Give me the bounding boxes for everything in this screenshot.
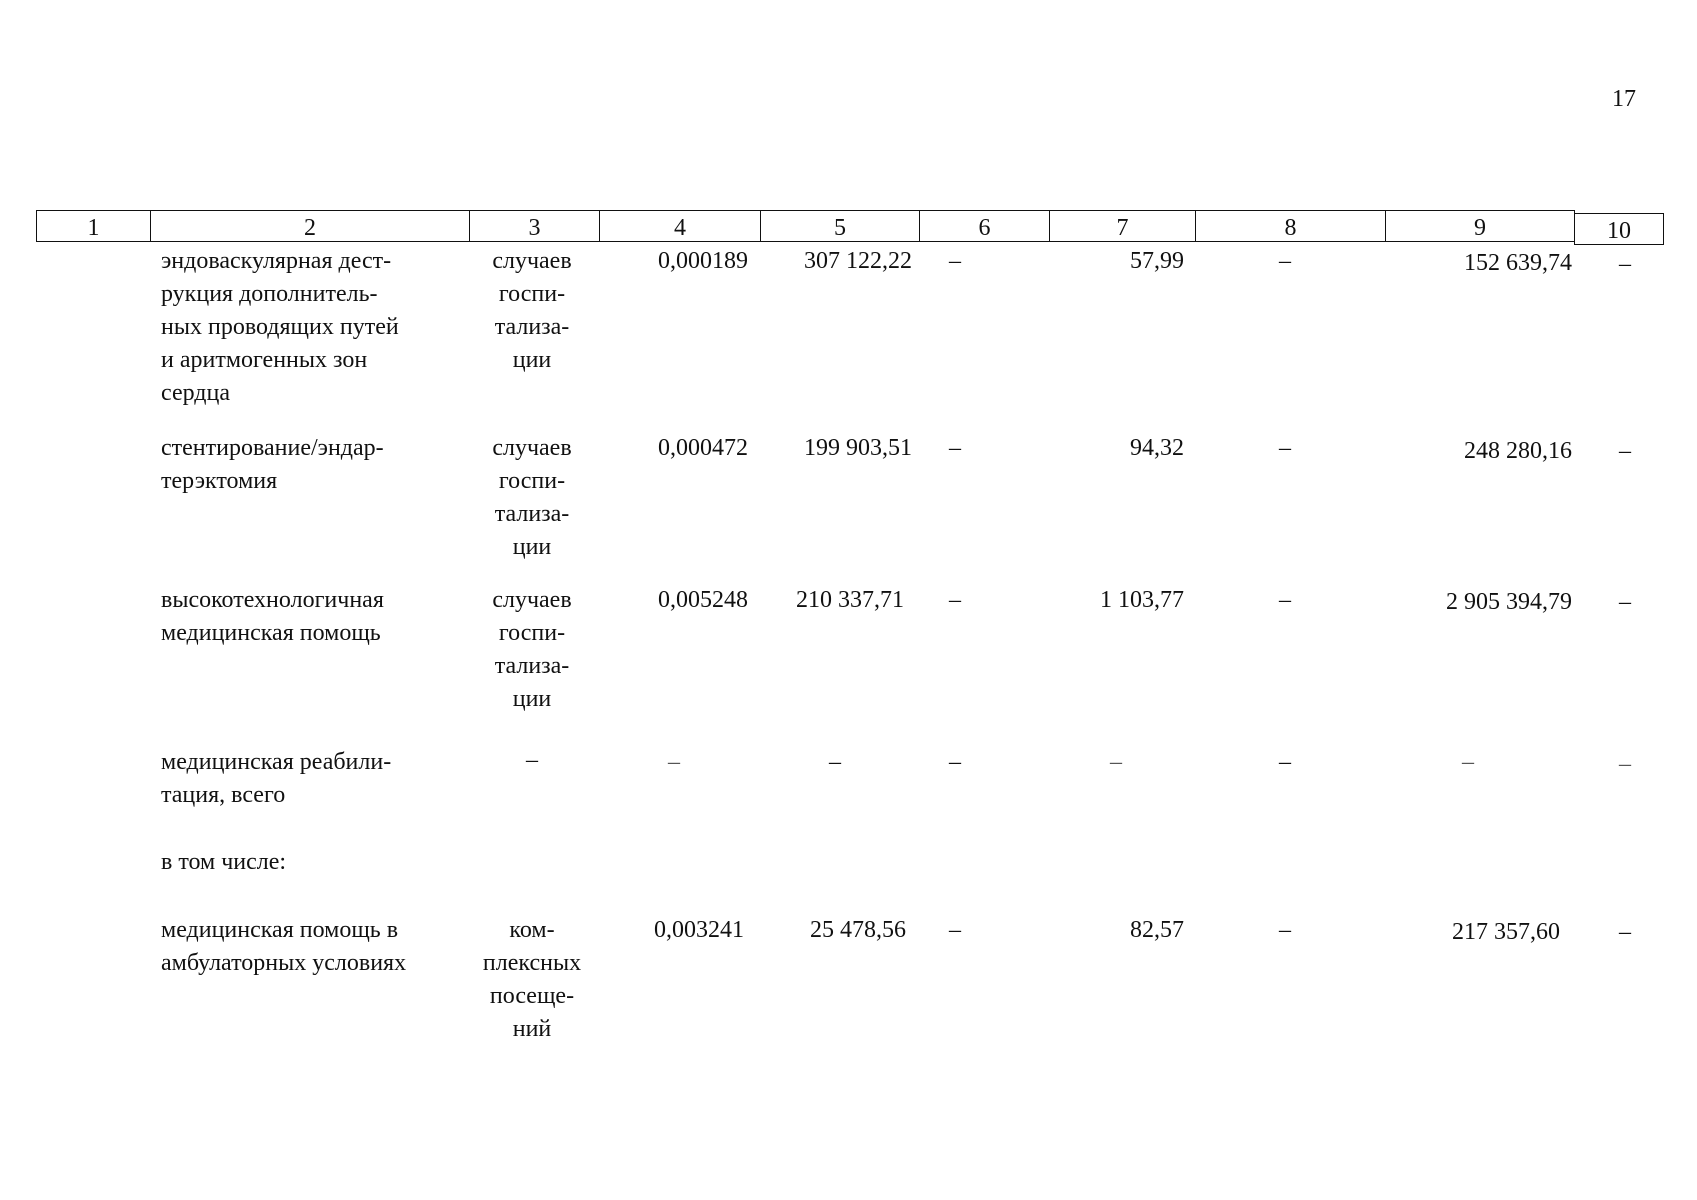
row-6-col-9: 217 357,60 bbox=[1452, 919, 1560, 945]
unit-line: ции bbox=[512, 347, 552, 373]
unit-line: ком- bbox=[509, 917, 555, 943]
row-2-col-5: 199 903,51 bbox=[804, 435, 912, 461]
row-4-col-7: – bbox=[1110, 749, 1122, 775]
name-line: амбулаторных условиях bbox=[161, 950, 407, 976]
row-6-name bbox=[161, 914, 461, 980]
row-1-col-10: – bbox=[1619, 251, 1631, 277]
name-line: и аритмогенных зон bbox=[161, 347, 368, 373]
name-line: эндоваскулярная дест- bbox=[161, 248, 392, 274]
row-6-col-10: – bbox=[1619, 919, 1631, 945]
row-6-unit bbox=[466, 914, 598, 1046]
header-cell-1: 1 bbox=[36, 210, 151, 242]
row-6-col-6: – bbox=[949, 917, 961, 943]
unit-line: плексных bbox=[482, 950, 582, 976]
header-cell-8: 8 bbox=[1195, 210, 1386, 242]
row-1-unit bbox=[470, 245, 594, 377]
name-line: медицинская помощь в bbox=[161, 917, 399, 943]
row-2-col-7: 94,32 bbox=[1130, 435, 1184, 461]
unit-line: посеще- bbox=[489, 983, 575, 1009]
unit-line: случаев bbox=[492, 435, 572, 461]
name-line: тация, всего bbox=[161, 782, 286, 808]
row-2-col-8: – bbox=[1279, 435, 1291, 461]
name-line: медицинская помощь bbox=[161, 620, 381, 646]
row-4-unit bbox=[472, 744, 592, 777]
row-1-col-8: – bbox=[1279, 248, 1291, 274]
header-cell-4: 4 bbox=[599, 210, 761, 242]
row-6-col-4: 0,003241 bbox=[654, 917, 744, 943]
row-2-col-9: 248 280,16 bbox=[1464, 438, 1572, 464]
row-1-col-5: 307 122,22 bbox=[804, 248, 912, 274]
row-3-name bbox=[161, 584, 461, 650]
name-line: терэктомия bbox=[161, 468, 278, 494]
header-cell-2: 2 bbox=[150, 210, 470, 242]
row-3-unit bbox=[470, 584, 594, 716]
row-1-col-7: 57,99 bbox=[1130, 248, 1184, 274]
unit-line: – bbox=[526, 747, 538, 773]
name-line: ных проводящих путей bbox=[161, 314, 399, 340]
row-4-col-5: – bbox=[829, 749, 841, 775]
row-3-col-5: 210 337,71 bbox=[796, 587, 904, 613]
unit-line: госпи- bbox=[498, 620, 566, 646]
row-6-col-5: 25 478,56 bbox=[810, 917, 906, 943]
unit-line: тализа- bbox=[494, 314, 570, 340]
unit-line: ции bbox=[512, 534, 552, 560]
row-4-col-10: – bbox=[1619, 751, 1631, 777]
row-4-name bbox=[161, 746, 461, 812]
row-2-col-4: 0,000472 bbox=[658, 435, 748, 461]
unit-line: ции bbox=[512, 686, 552, 712]
header-cell-6: 6 bbox=[919, 210, 1050, 242]
name-line: стентирование/эндар- bbox=[161, 435, 384, 461]
name-line: медицинская реабили- bbox=[161, 749, 392, 775]
unit-line: госпи- bbox=[498, 281, 566, 307]
table-header-row bbox=[36, 210, 1666, 244]
row-4-col-4: – bbox=[668, 749, 680, 775]
unit-line: случаев bbox=[492, 248, 572, 274]
header-cell-9: 9 bbox=[1385, 210, 1575, 242]
row-1-name bbox=[161, 245, 461, 410]
unit-line: госпи- bbox=[498, 468, 566, 494]
row-2-unit bbox=[470, 432, 594, 564]
row-3-col-7: 1 103,77 bbox=[1100, 587, 1184, 613]
name-line: рукция дополнитель- bbox=[161, 281, 378, 307]
header-cell-5: 5 bbox=[760, 210, 920, 242]
unit-line: тализа- bbox=[494, 653, 570, 679]
row-1-col-9: 152 639,74 bbox=[1464, 250, 1572, 276]
row-2-name bbox=[161, 432, 461, 498]
unit-line: ний bbox=[512, 1016, 552, 1042]
row-3-col-8: – bbox=[1279, 587, 1291, 613]
header-cell-3: 3 bbox=[469, 210, 600, 242]
name-line: в том числе: bbox=[161, 849, 287, 875]
row-4-col-9: – bbox=[1462, 749, 1474, 775]
row-3-col-9: 2 905 394,79 bbox=[1446, 589, 1572, 615]
row-6-col-8: – bbox=[1279, 917, 1291, 943]
row-4-col-8: – bbox=[1279, 749, 1291, 775]
row-6-col-7: 82,57 bbox=[1130, 917, 1184, 943]
name-line: сердца bbox=[161, 380, 230, 406]
row-3-col-4: 0,005248 bbox=[658, 587, 748, 613]
row-4-col-6: – bbox=[949, 749, 961, 775]
row-3-col-10: – bbox=[1619, 589, 1631, 615]
row-1-col-4: 0,000189 bbox=[658, 248, 748, 274]
row-3-col-6: – bbox=[949, 587, 961, 613]
row-5-name bbox=[161, 846, 461, 879]
row-2-col-10: – bbox=[1619, 438, 1631, 464]
row-1-col-6: – bbox=[949, 248, 961, 274]
unit-line: случаев bbox=[492, 587, 572, 613]
row-2-col-6: – bbox=[949, 435, 961, 461]
name-line: высокотехнологичная bbox=[161, 587, 384, 613]
header-cell-7: 7 bbox=[1049, 210, 1196, 242]
header-cell-10: 10 bbox=[1574, 213, 1664, 245]
unit-line: тализа- bbox=[494, 501, 570, 527]
page-number: 17 bbox=[1612, 86, 1636, 112]
